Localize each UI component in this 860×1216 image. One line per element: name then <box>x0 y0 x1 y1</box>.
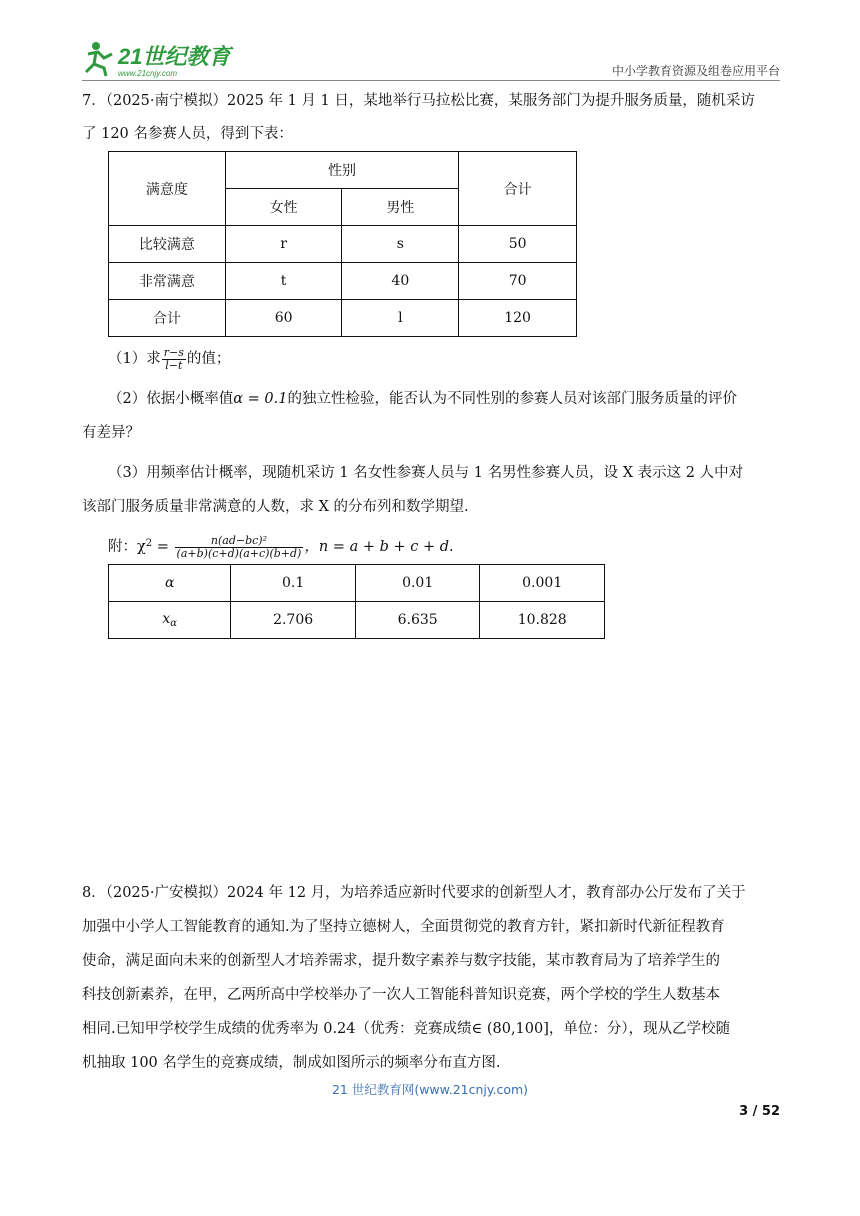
chi-square-formula: 附：$\chi^2$ = $\frac{\text{n(ad−bc)²}}{(a+b)(c+d)(a+c)(b+d)}$ ，n = a + b + c + d. <box>108 533 454 560</box>
q8-line: 加强中小学人工智能教育的通知.为了坚持立德树人，全面贯彻党的教育方针，紧扣新时代新征程教育 <box>82 919 725 935</box>
footer-site-link[interactable]: 21 世纪教育网(www.21cnjy.com) <box>331 1082 529 1097</box>
row-label: 比较满意 <box>109 226 226 263</box>
q8-line: 科技创新素养，在甲，乙两所高中学校举办了一次人工智能科普知识竞赛，两个学校的学生人数基本 <box>82 987 720 1003</box>
q7-part2-line2: 有差异？ <box>82 425 140 441</box>
cell-female: r <box>225 226 342 263</box>
page-header <box>82 34 780 82</box>
q7-part1 <box>108 342 780 376</box>
logo-text: 21世纪教育 <box>118 44 231 69</box>
table-row <box>109 565 605 602</box>
table-row <box>109 300 577 337</box>
alpha-cell: 0.01 <box>355 565 480 602</box>
cell-female: t <box>225 263 342 300</box>
formula-numerator: n(ad−bc)² <box>175 535 304 548</box>
table-row <box>109 602 605 639</box>
cell-male: l <box>342 300 459 337</box>
header-divider <box>82 80 780 81</box>
part2-b: 的独立性检验，能否认为不同性别的参赛人员对该部门服务质量的评价 <box>287 391 737 407</box>
q8-line: 8．（2025·广安模拟）2024 年 12 月，为培养适应新时代要求的创新型人才，教育部办公厅发布了关于 <box>82 885 746 901</box>
formula-suffix: ，n = a + b + c + d. <box>304 539 454 555</box>
cell-male: 40 <box>342 263 459 300</box>
x-cell: 6.635 <box>355 602 480 639</box>
platform-name: 中小学教育资源及组卷应用平台 <box>611 64 780 78</box>
formula-prefix: 附：χ <box>108 539 146 555</box>
q7-part3-line2: 该部门服务质量非常满意的人数，求 X 的分布列和数学期望. <box>82 499 469 515</box>
logo-url: www.21cnjy.com <box>118 69 177 78</box>
table-row <box>109 226 577 263</box>
q8-line: 相同.已知甲学校学生成绩的优秀率为 0.24（优秀：竞赛成绩∈ (80,100]，单位：分），现从乙学校随 <box>82 1021 731 1037</box>
ratio-fraction <box>162 347 186 372</box>
page-number: 3 / 52 <box>739 1104 780 1119</box>
cell-total: 70 <box>459 263 577 300</box>
part1-prefix: （1）求 <box>108 351 161 367</box>
q7-line1: 7．（2025·南宁模拟）2025 年 1 月 1 日，某地举行马拉松比赛，某服务部门为提升服务质量，随机采访 <box>82 93 755 109</box>
q8-line: 使命，满足面向未来的创新型人才培养需求，提升数字素养与数字技能，某市教育局为了培养学生的 <box>82 953 720 969</box>
formula-fraction <box>175 535 304 560</box>
q7-part3-line1: （3）用频率估计概率，现随机采访 1 名女性参赛人员与 1 名男性参赛人员，设 X 表示这 2 人中对 <box>108 465 744 481</box>
satisfaction-table <box>108 151 577 337</box>
th-total: 合计 <box>459 152 577 226</box>
q8-line: 机抽取 100 名学生的竞赛成绩，制成如图所示的频率分布直方图. <box>82 1055 501 1071</box>
runner-icon <box>86 42 112 76</box>
row-label: 合计 <box>109 300 226 337</box>
th-male: 男性 <box>342 189 459 226</box>
cell-total: 120 <box>459 300 577 337</box>
q7-line2: 了 120 名参赛人员，得到下表： <box>82 126 293 142</box>
formula-denominator: (a+b)(c+d)(a+c)(b+d) <box>176 546 302 560</box>
cell-male: s <box>342 226 459 263</box>
th-satisfaction: 满意度 <box>109 152 226 226</box>
part2-a: （2）依据小概率值 <box>108 391 234 407</box>
fraction-numerator: r−s <box>163 345 184 359</box>
alpha-cell: 0.1 <box>231 565 356 602</box>
critical-value-table <box>108 564 605 639</box>
alpha-value: α = 0.1 <box>233 391 288 407</box>
fraction-denominator: l−t <box>165 358 183 372</box>
part1-suffix: 的值； <box>186 351 231 367</box>
alpha-cell: 0.001 <box>480 565 605 602</box>
alpha-header: α <box>109 565 231 602</box>
brand-logo <box>82 38 252 80</box>
th-female: 女性 <box>225 189 342 226</box>
x-cell: 10.828 <box>480 602 605 639</box>
table-row <box>109 263 577 300</box>
row-label: 非常满意 <box>109 263 226 300</box>
x-alpha-header: $x_\alpha$ <box>109 602 231 639</box>
cell-total: 50 <box>459 226 577 263</box>
x-cell: 2.706 <box>231 602 356 639</box>
th-gender: 性别 <box>225 152 458 189</box>
q7-part2 <box>108 382 780 416</box>
cell-female: 60 <box>225 300 342 337</box>
